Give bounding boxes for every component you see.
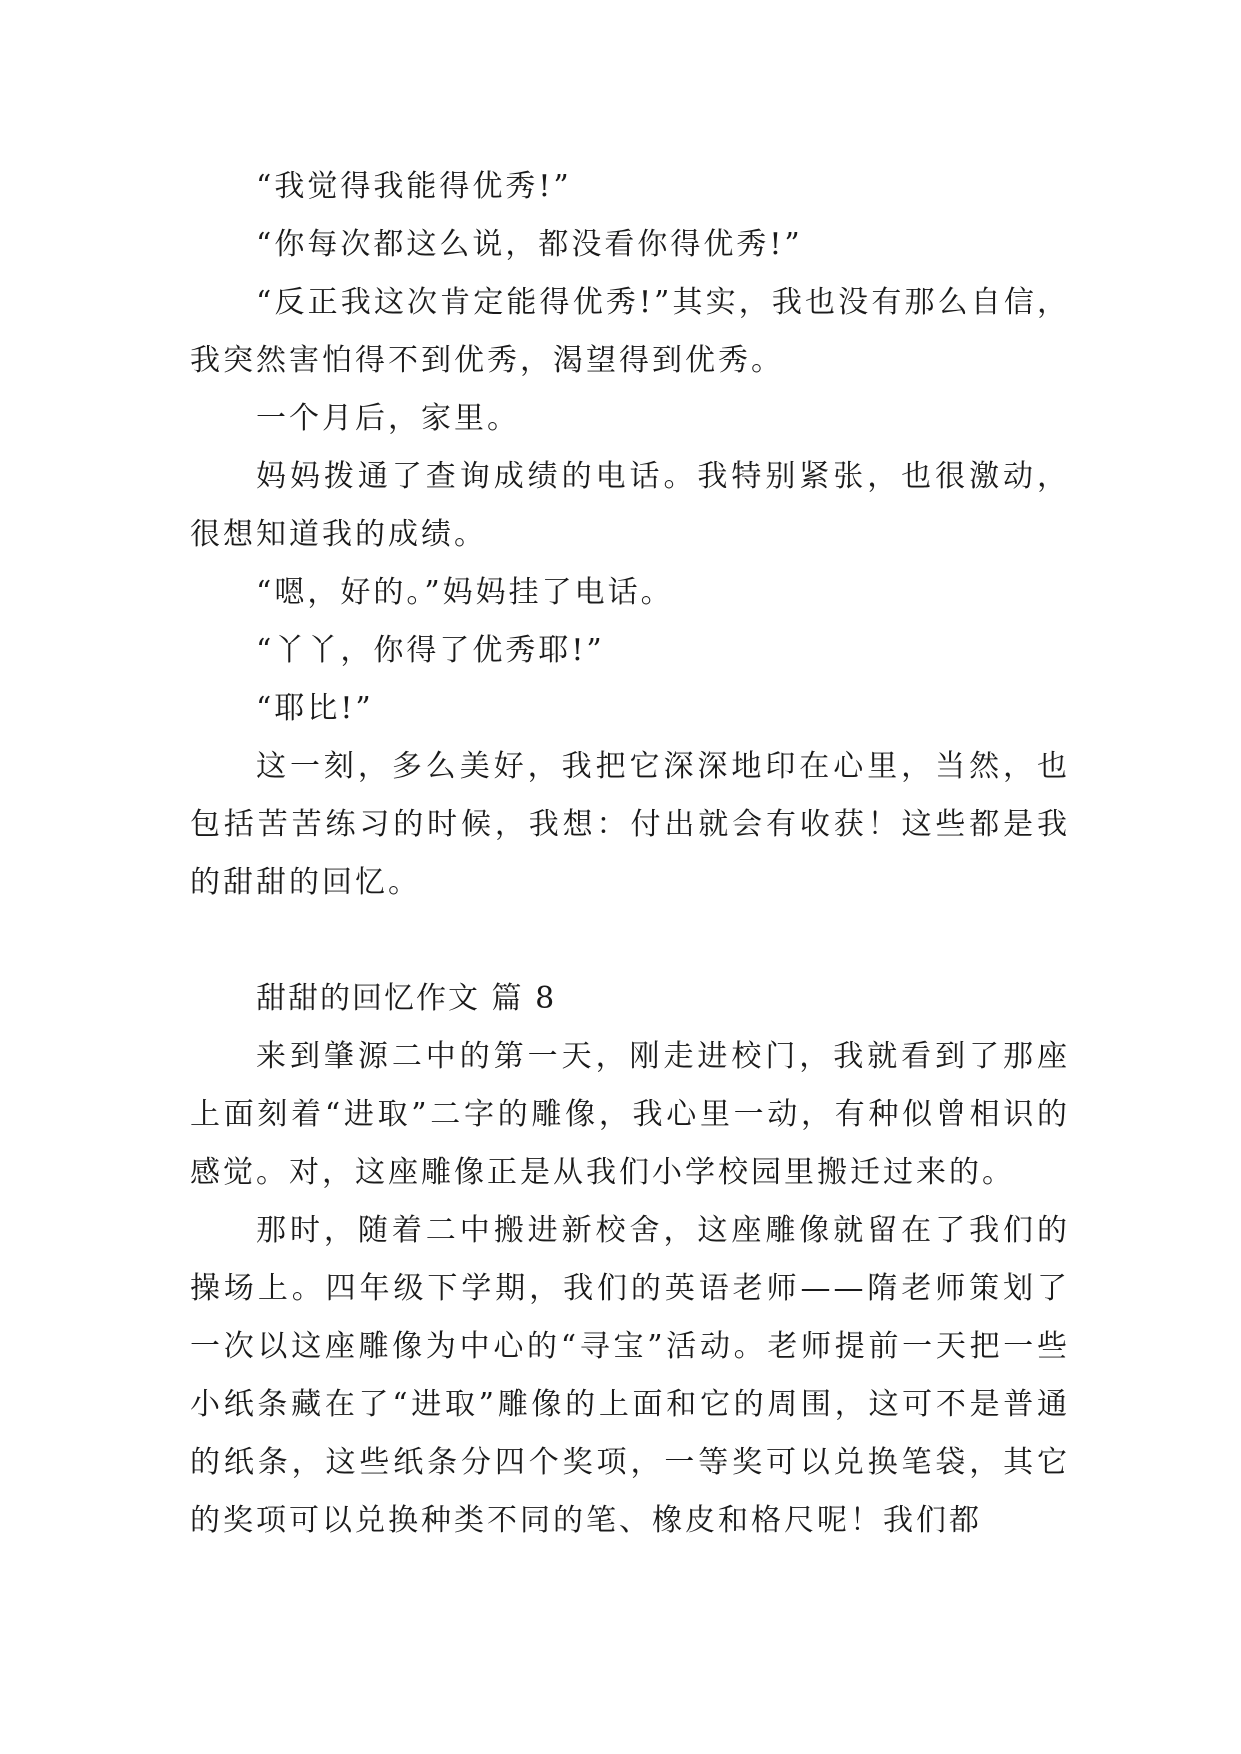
document-body	[190, 158, 1070, 1550]
paragraph: 这一刻，多么美好，我把它深深地印在心里，当然，也包括苦苦练习的时候，我想：付出就会有收获！这些都是我的甜甜的回忆。	[190, 749, 1070, 900]
paragraph: “丫丫，你得了优秀耶!”	[256, 633, 605, 668]
paragraph: “你每次都这么说，都没看你得优秀!”	[256, 227, 803, 262]
paragraph: 一个月后，家里。	[256, 401, 520, 436]
paragraph: 来到肇源二中的第一天，刚走进校门，我就看到了那座上面刻着“进取”二字的雕像，我心里一动，有种似曾相识的感觉。对，这座雕像正是从我们小学校园里搬迁过来的。	[190, 1039, 1070, 1190]
paragraph: “耶比!”	[256, 691, 374, 726]
paragraph: “反正我这次肯定能得优秀!”其实，我也没有那么自信，我突然害怕得不到优秀，渴望得到优秀。	[190, 285, 1070, 378]
paragraph: “我觉得我能得优秀!”	[256, 169, 572, 204]
paragraph: 那时，随着二中搬进新校舍，这座雕像就留在了我们的操场上。四年级下学期，我们的英语老师——隋老师策划了一次以这座雕像为中心的“寻宝”活动。老师提前一天把一些小纸条藏在了“进取”雕像的上面和它的周围，这可不是普通的纸条，这些纸条分四个奖项，一等奖可以兑换笔袋，其它的奖项可以兑换种类不同的笔、橡皮和格尺呢！我们都	[190, 1213, 1070, 1538]
section-heading: 甜甜的回忆作文 篇 8	[256, 981, 557, 1016]
paragraph: 妈妈拨通了查询成绩的电话。我特别紧张，也很激动，很想知道我的成绩。	[190, 459, 1070, 552]
paragraph: “嗯，好的。”妈妈挂了电话。	[256, 575, 674, 610]
